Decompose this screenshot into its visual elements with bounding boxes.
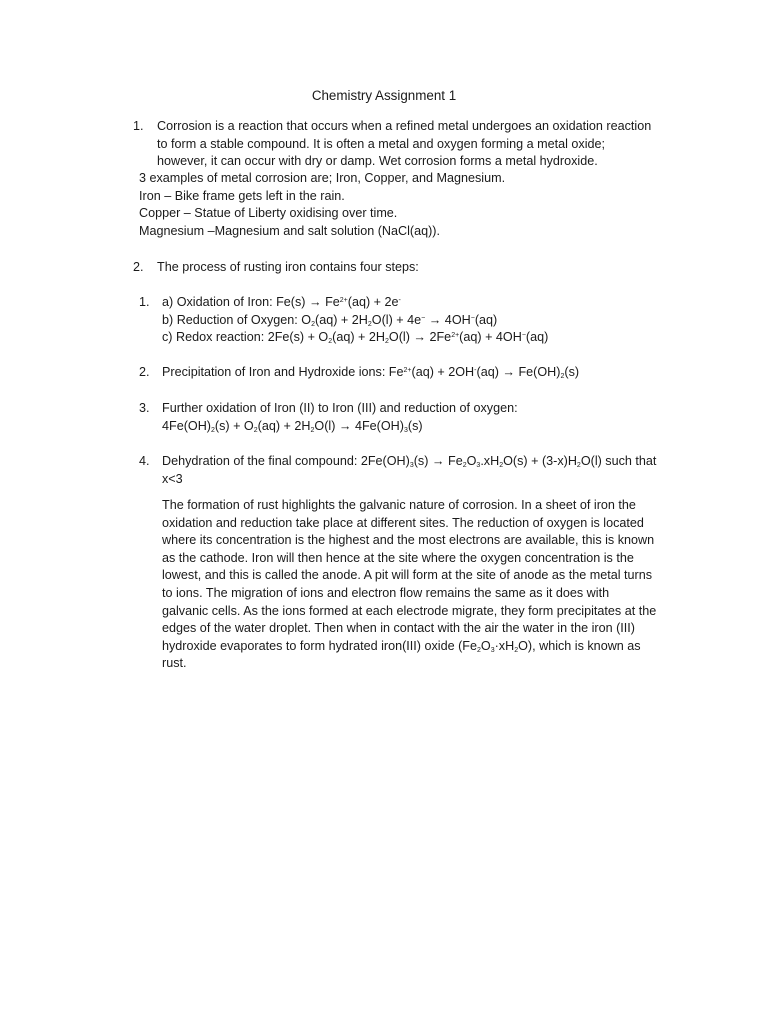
q2-intro: The process of rusting iron contains four steps: bbox=[157, 260, 419, 274]
q1-line: Corrosion is a reaction that occurs when a refined metal undergoes an oxidation reaction bbox=[157, 119, 652, 133]
q1-example-line: Iron – Bike frame gets left in the rain. bbox=[139, 188, 345, 203]
paragraph-line: lowest, and this is called the anode. A pit will form at the site of anode as the metal turns bbox=[162, 568, 653, 583]
equation-oxidation: a) Oxidation of Iron: $Fe(s) \to Fe^{2+}(aq) + 2e^-$ bbox=[162, 295, 401, 309]
q2-number: 2. bbox=[133, 260, 144, 274]
q1-example-line: Magnesium –Magnesium and salt solution (NaCl(aq)). bbox=[139, 223, 440, 238]
q1-example-line: 3 examples of metal corrosion are; Iron, Copper, and Magnesium. bbox=[139, 171, 506, 185]
step1-equations bbox=[162, 294, 548, 347]
q1-text bbox=[157, 118, 651, 171]
q1-examples bbox=[139, 170, 505, 240]
step3-equation: $4Fe(OH)_2(s) + O_2(aq) + 2H_2O(l) \to 4Fe(OH)_3(s)$ bbox=[162, 418, 423, 434]
q1-number: 1. bbox=[133, 119, 144, 133]
paragraph-line: rust. bbox=[162, 656, 187, 671]
equation-reduction: b) Reduction of Oxygen: $O_2(aq) + 2H_2O(l) + 4e^- \to 4OH^-(aq)$ bbox=[162, 312, 498, 328]
q1-line: to form a stable compound. It is often a metal and oxygen forming a metal oxide; bbox=[157, 136, 606, 151]
step4-text: Dehydration of the final compound: $2Fe(OH)_3(s) \to Fe_2O_3.xH_2O(s) + (3-x)H_2O(l)$ such that x<3 bbox=[162, 454, 657, 486]
step3-number: 3. bbox=[139, 401, 150, 415]
step4-equation: Dehydration of the final compound: $2Fe(OH)_3(s) \to Fe_2O_3.xH_2O(s) + (3-x)H_2O(l)$ such that bbox=[162, 454, 657, 469]
q1-example-line: Copper – Statue of Liberty oxidising over time. bbox=[139, 206, 398, 221]
step3-text: Further oxidation of Iron (II) to Iron (III) and reduction of oxygen: $4Fe(OH)_2(s) + O_2(aq) + 2H_2O(l) \to 4Fe(OH)_3(s)$ bbox=[162, 401, 518, 434]
paragraph-line: edges of the water droplet. Then when in contact with the air the water in the iron (III) bbox=[162, 621, 635, 636]
paragraph-line: oxidation and reduction take place at different sites. The reduction of oxygen is located bbox=[162, 515, 644, 530]
paragraph-line: as the cathode. Iron will then hence at the site where the oxygen concentration is the bbox=[162, 550, 634, 565]
paragraph-line: hydroxide evaporates to form hydrated iron(III) oxide $(Fe_2O_3\cdot xH_2O)$, which is known as bbox=[162, 638, 641, 654]
paragraph-line: where its concentration is the highest and the most electrons are available, this is known bbox=[162, 533, 655, 548]
step4-number: 4. bbox=[139, 454, 150, 468]
paragraph-line: The formation of rust highlights the galvanic nature of corrosion. In a sheet of iron the bbox=[162, 498, 636, 512]
document-title: Chemistry Assignment 1 bbox=[311, 88, 457, 103]
q1-line: however, it can occur with dry or damp. Wet corrosion forms a metal hydroxide. bbox=[157, 154, 598, 169]
step2-equation: Precipitation of Iron and Hydroxide ions: $Fe^{2+}(aq) + 2OH^-(aq) \to Fe(OH)_2(s)$ bbox=[162, 365, 580, 380]
paragraph-line: galvanic cells. As the ions formed at each electrode migrate, they form precipitates at the bbox=[162, 603, 657, 618]
step1-number: 1. bbox=[139, 295, 150, 309]
step2-number: 2. bbox=[139, 365, 150, 379]
equation-redox: c) Redox reaction: $2Fe(s) + O_2(aq) + 2H_2O(l) \to 2Fe^{2+}(aq) + 4OH^-(aq)$ bbox=[162, 330, 549, 346]
rust-paragraph bbox=[162, 497, 656, 673]
paragraph-line: to ions. The migration of ions and electron flow remains the same as it does with bbox=[162, 585, 610, 600]
